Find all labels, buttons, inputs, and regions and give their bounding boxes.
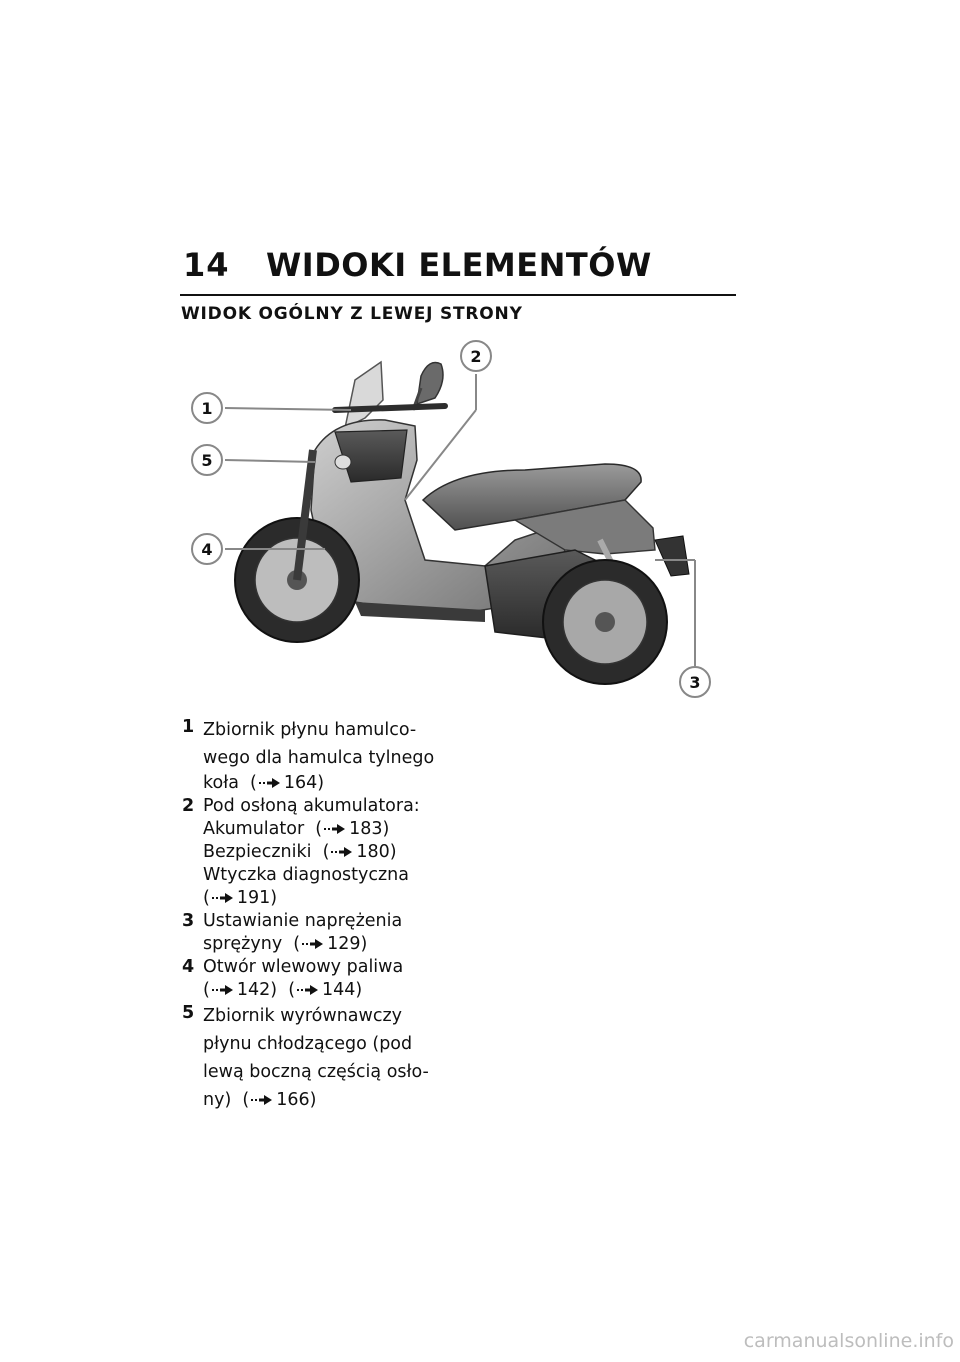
legend-text: Zbiornik wyrównawczy xyxy=(203,1006,402,1026)
legend-text: Zbiornik płynu hamulco- xyxy=(203,720,417,740)
callout-badge-5 xyxy=(192,445,222,475)
callout-badge-4 xyxy=(192,534,222,564)
legend-line xyxy=(203,910,482,933)
legend-line xyxy=(203,716,482,744)
callout-badge-1 xyxy=(192,393,222,423)
watermark-text: carmanualsonline.info xyxy=(743,1330,954,1352)
page-reference-arrow-icon xyxy=(258,777,282,789)
scooter-drawing xyxy=(185,340,725,700)
scooter-illustration xyxy=(185,340,725,700)
legend-line xyxy=(203,933,482,956)
mirror-shape xyxy=(417,363,443,405)
legend-item-number: 5 xyxy=(182,1003,195,1023)
svg-text:2: 2 xyxy=(470,347,482,366)
legend-text: lewą boczną częścią osło- xyxy=(203,1062,429,1082)
page-reference-arrow-icon xyxy=(250,1094,274,1106)
page-reference-arrow-icon xyxy=(330,846,354,858)
callout-badge-2 xyxy=(461,341,491,371)
legend-text: ( xyxy=(203,980,210,1000)
svg-text:4: 4 xyxy=(201,540,213,559)
callout-badge-3 xyxy=(680,667,710,697)
section-title: WIDOK OGÓLNY Z LEWEJ STRONY xyxy=(181,304,523,324)
legend-text: ( xyxy=(203,888,210,908)
legend-text: ( xyxy=(277,980,296,1000)
legend-line xyxy=(203,795,482,818)
page-reference[interactable]: 180) xyxy=(356,842,397,862)
page-reference-arrow-icon xyxy=(211,984,235,996)
title-rule xyxy=(180,294,736,296)
legend-line xyxy=(203,887,482,910)
legend-line xyxy=(203,864,482,887)
page-number: 14 xyxy=(183,246,230,284)
legend-text: wego dla hamulca tylnego xyxy=(203,748,435,768)
legend-item xyxy=(182,1002,482,1114)
legend-line xyxy=(203,1030,482,1058)
legend-item xyxy=(182,795,482,910)
legend-text: ny) ( xyxy=(203,1090,250,1110)
legend-text: koła ( xyxy=(203,773,257,793)
legend-text: płynu chłodzącego (pod xyxy=(203,1034,413,1054)
page-reference-arrow-icon xyxy=(323,823,347,835)
page-reference[interactable]: 129) xyxy=(327,934,368,954)
legend-line xyxy=(203,1058,482,1086)
legend-line xyxy=(203,979,482,1002)
legend-line xyxy=(203,1086,482,1114)
legend-item-number: 4 xyxy=(182,957,195,977)
svg-text:1: 1 xyxy=(201,399,213,418)
legend-text: Otwór wlewowy paliwa xyxy=(203,957,404,977)
legend-item-number: 1 xyxy=(182,717,195,737)
page-reference[interactable]: 142) xyxy=(236,980,278,1000)
legend-list xyxy=(182,716,482,1114)
legend-line xyxy=(203,818,482,841)
legend-line xyxy=(203,744,482,772)
page-reference-arrow-icon xyxy=(301,938,325,950)
legend-item xyxy=(182,910,482,956)
legend-item xyxy=(182,716,482,795)
legend-item xyxy=(182,956,482,1002)
legend-text: sprężyny ( xyxy=(203,934,301,954)
legend-text: Akumulator ( xyxy=(203,819,323,839)
legend-line xyxy=(203,841,482,864)
page-reference-arrow-icon xyxy=(211,892,235,904)
legend-text: Pod osłoną akumulatora: xyxy=(203,796,420,816)
page-reference[interactable]: 166) xyxy=(276,1090,317,1110)
svg-text:5: 5 xyxy=(201,451,213,470)
legend-line xyxy=(203,772,482,795)
legend-line xyxy=(203,1002,482,1030)
chapter-title: WIDOKI ELEMENTÓW xyxy=(266,246,652,284)
legend-item-number: 3 xyxy=(182,911,195,931)
page-reference[interactable]: 191) xyxy=(236,888,278,908)
page-reference[interactable]: 164) xyxy=(283,773,325,793)
legend-item-number: 2 xyxy=(182,796,195,816)
page-reference[interactable]: 144) xyxy=(322,980,363,1000)
legend-text: Bezpieczniki ( xyxy=(203,842,330,862)
windshield-shape xyxy=(345,362,383,428)
legend-line xyxy=(203,956,482,979)
page-reference[interactable]: 183) xyxy=(349,819,390,839)
svg-text:3: 3 xyxy=(689,673,701,692)
legend-text: Ustawianie naprężenia xyxy=(203,911,403,931)
legend-text: Wtyczka diagnostyczna xyxy=(203,865,410,885)
page-reference-arrow-icon xyxy=(296,984,320,996)
